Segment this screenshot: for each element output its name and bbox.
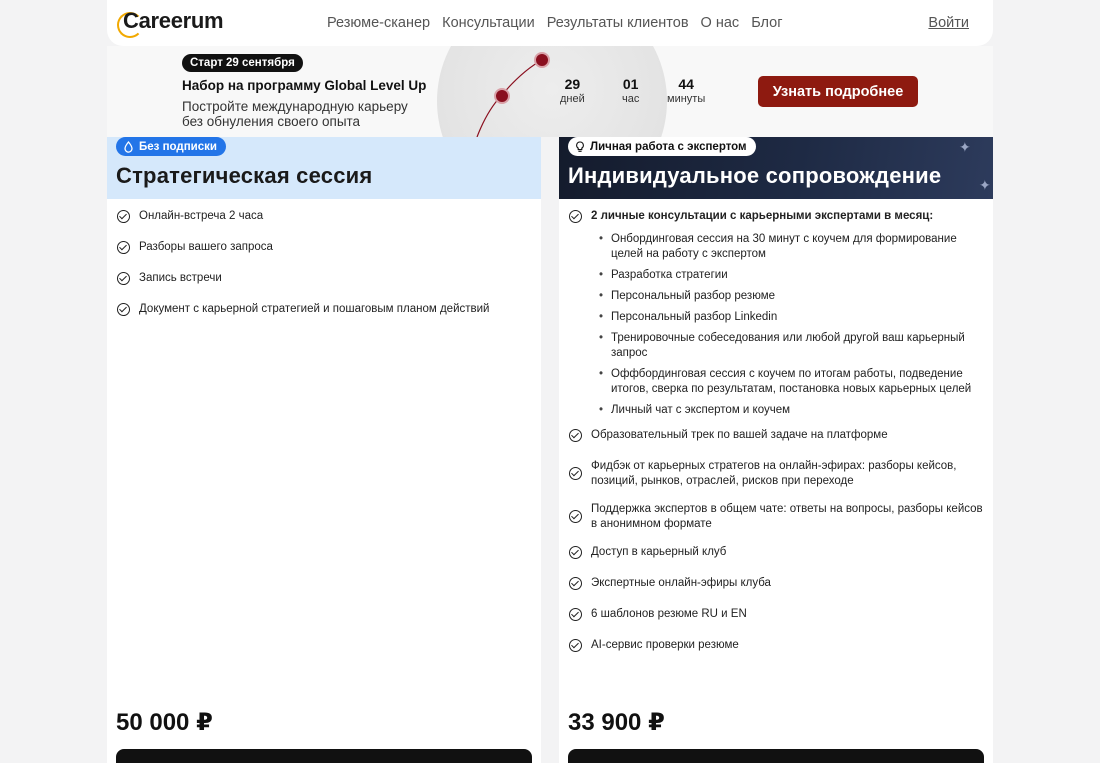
feature-item: Доступ в карьерный клуб (569, 545, 984, 560)
start-date-badge: Старт 29 сентября (182, 54, 303, 72)
map-pin-icon (495, 89, 509, 103)
card-title: Стратегическая сессия (116, 163, 373, 188)
price: 50 000 ₽ (116, 709, 213, 736)
check-circle-icon (569, 210, 582, 223)
check-circle-icon (569, 510, 582, 523)
feature-item: Онлайн-встреча 2 часа (117, 209, 532, 224)
expert-work-badge: Личная работа с экспертом (568, 137, 756, 156)
feature-item: Образовательный трек по вашей задаче на платформе (569, 428, 984, 443)
nav-item-consultations[interactable]: Консультации (442, 15, 535, 31)
banner-subtitle: Постройте международную карьеру без обнуления своего опыта (182, 99, 408, 129)
sub-feature-item: • Персональный разбор Linkedin (611, 310, 984, 325)
card-header (559, 137, 993, 199)
sub-feature-item: • Тренировочные собеседования или любой другой ваш карьерный запрос (611, 331, 984, 361)
main-nav (327, 15, 783, 31)
buy-button[interactable] (568, 749, 984, 763)
check-circle-icon (569, 546, 582, 559)
sub-feature-item: • Разработка стратегии (611, 268, 984, 283)
drop-icon (123, 141, 134, 153)
sub-feature-item: • Личный чат с экспертом и коучем (611, 403, 984, 418)
feature-item: AI-сервис проверки резюме (569, 638, 984, 653)
feature-item: 6 шаблонов резюме RU и EN (569, 607, 984, 622)
sub-feature-list (591, 232, 984, 418)
feature-item: Разборы вашего запроса (117, 240, 532, 255)
nav-item-about[interactable]: О нас (700, 15, 740, 31)
card-header (107, 137, 541, 199)
lightbulb-icon (575, 141, 585, 153)
feature-list (117, 209, 532, 317)
banner-title: Набор на программу Global Level Up (182, 78, 427, 93)
price: 33 900 ₽ (568, 709, 665, 736)
plan-card-individual-support (559, 137, 993, 763)
nav-item-blog[interactable]: Блог (751, 15, 783, 31)
plan-card-strategy-session (107, 137, 541, 763)
feature-item: Запись встречи (117, 271, 532, 286)
sparkle-icon: ✦ (959, 139, 971, 155)
feature-item: Поддержка экспертов в общем чате: ответы на вопросы, разборы кейсов в анонимном формате (569, 502, 984, 532)
feature-item: Документ с карьерной стратегией и пошаговым планом действий (117, 302, 532, 317)
sub-feature-item: • Онбординговая сессия на 30 минут с коучем для формирование целей на работу с экспертом (611, 232, 984, 262)
check-circle-icon (569, 467, 582, 480)
feature-item: Экспертные онлайн-эфиры клуба (569, 576, 984, 591)
map-pin-icon (535, 53, 549, 67)
check-circle-icon (117, 210, 130, 223)
timer-days: 29 дней (560, 76, 585, 105)
feature-list (569, 209, 984, 653)
logo[interactable]: Careerum (121, 8, 223, 34)
no-subscription-badge: Без подписки (116, 137, 226, 156)
check-circle-icon (117, 272, 130, 285)
card-title: Индивидуальное сопровождение (568, 163, 942, 188)
sub-feature-item: • Оффбординговая сессия с коучем по итогам работы, подведение итогов, сверка по результатам, постановка новых карьерных целей (611, 367, 984, 397)
sparkle-icon: ✦ (979, 177, 991, 193)
feature-item: 2 личные консультации с карьерными экспертами в месяц: • Онбординговая сессия на 30 минут с коучем для формирование целей на работу с экспертом • Разработка стратегии • Персональный разбор резюме • Персональный разбор Linkedin • Тренировочные собеседования или любой другой ваш карьерный запрос • Оффбординговая сессия с коучем по итогам работы, подведение итогов, сверка по результатам, постановка новых карьерных целей • Личный чат с экспертом и коучем (569, 209, 984, 418)
check-circle-icon (569, 639, 582, 652)
site-header (107, 0, 993, 46)
promo-banner (107, 46, 993, 137)
check-circle-icon (117, 303, 130, 316)
learn-more-button[interactable]: Узнать подробнее (758, 76, 918, 107)
check-circle-icon (569, 429, 582, 442)
check-circle-icon (117, 241, 130, 254)
feature-item: Фидбэк от карьерных стратегов на онлайн-эфирах: разборы кейсов, позиций, рынков, отраслей, рисков при переходе (569, 459, 984, 489)
timer-minutes: 44 минуты (667, 76, 706, 105)
check-circle-icon (569, 608, 582, 621)
timer-hours: 01 час (622, 76, 640, 105)
sub-feature-item: • Персональный разбор резюме (611, 289, 984, 304)
buy-button[interactable] (116, 749, 532, 763)
check-circle-icon (569, 577, 582, 590)
nav-item-client-results[interactable]: Результаты клиентов (546, 15, 689, 31)
nav-item-resume-scanner[interactable]: Резюме-сканер (327, 15, 431, 31)
login-link[interactable]: Войти (928, 15, 969, 31)
